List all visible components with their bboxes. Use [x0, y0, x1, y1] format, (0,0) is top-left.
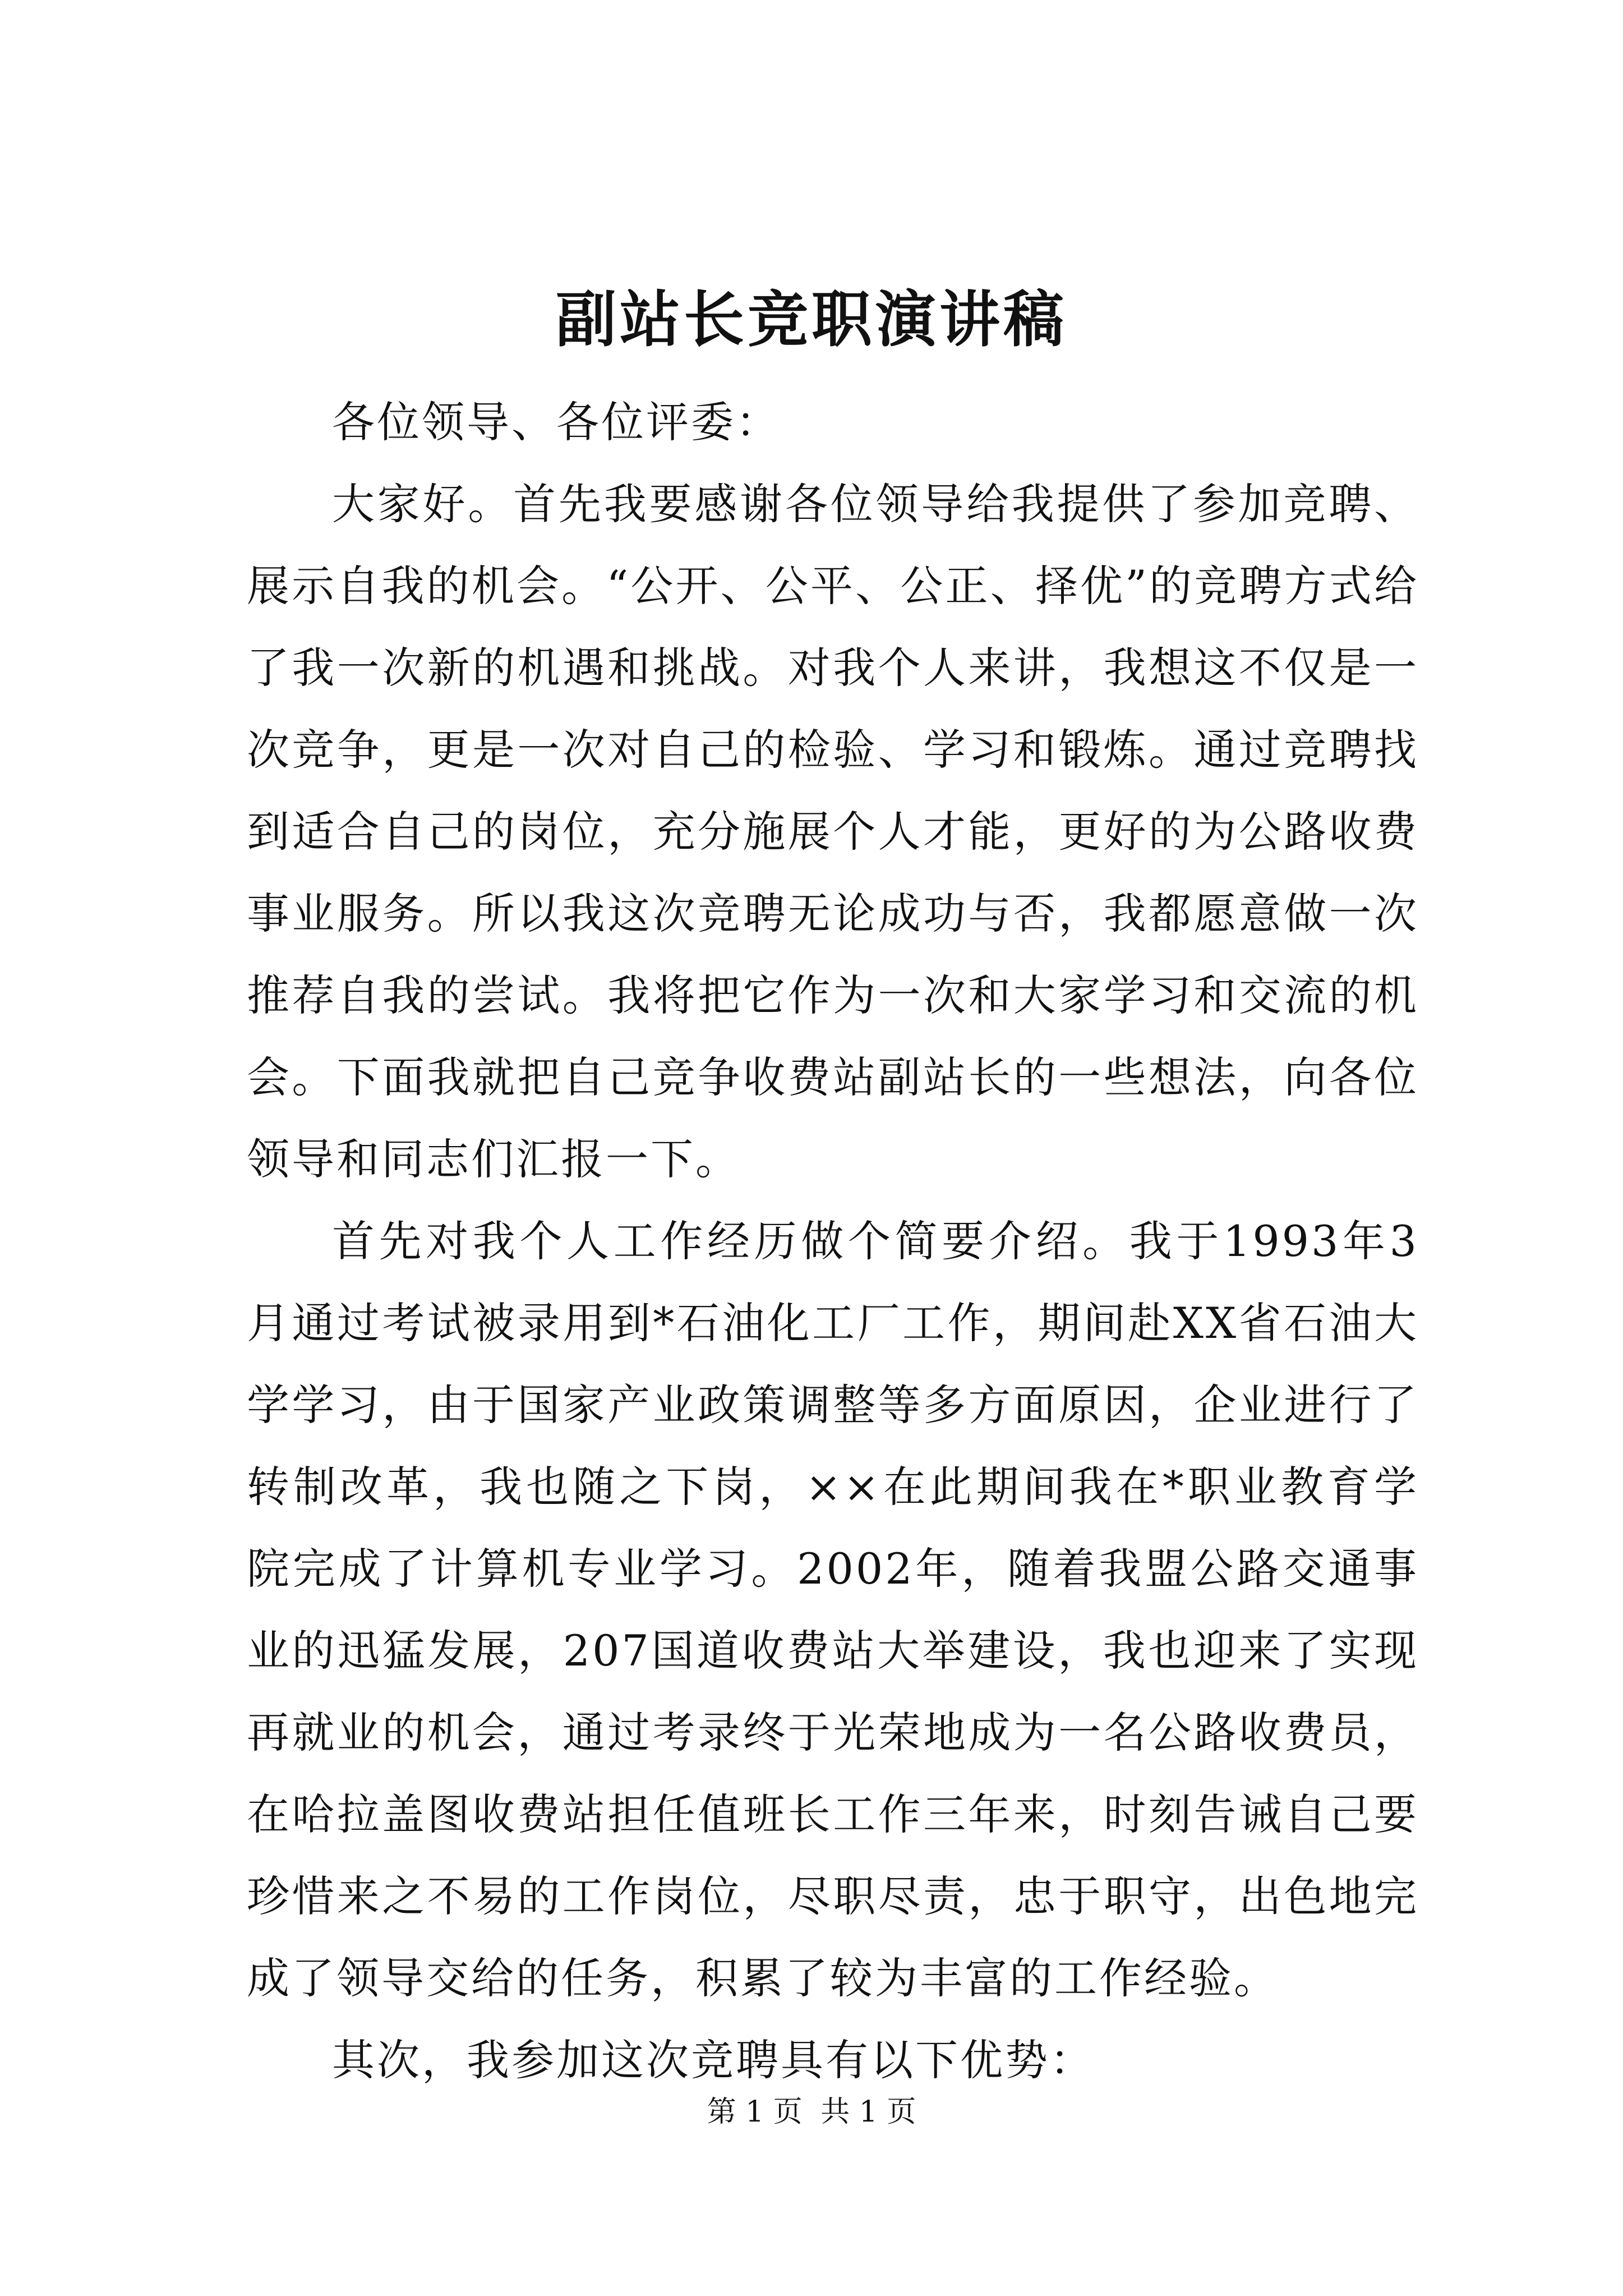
document-body: [247, 381, 1419, 2101]
salutation-paragraph: 各位领导、各位评委：: [332, 397, 781, 447]
experience-paragraph: 首先对我个人工作经历做个简要介绍。我于1993年3月通过考试被录用到*石油化工厂工作，期间赴XX省石油大学学习，由于国家产业政策调整等多方面原因，企业进行了转制改革，我也随之下岗，××在此期间我在*职业教育学院完成了计算机专业学习。2002年，随着我盟公路交通事业的迅猛发展，207国道收费站大举建设，我也迎来了实现再就业的机会，通过考录终于光荣地成为一名公路收费员，在哈拉盖图收费站担任值班长工作三年来，时刻告诫自己要珍惜来之不易的工作岗位，尽职尽责，忠于职守，出色地完成了领导交给的任务，积累了较为丰富的工作经验。: [247, 1216, 1419, 2003]
intro-paragraph: 大家好。首先我要感谢各位领导给我提供了参加竞聘、展示自我的机会。“公开、公平、公正、择优”的竞聘方式给了我一次新的机遇和挑战。对我个人来讲，我想这不仅是一次竞争，更是一次对自己的检验、学习和锻炼。通过竞聘找到适合自己的岗位，充分施展个人才能，更好的为公路收费事业服务。所以我这次竞聘无论成功与否，我都愿意做一次推荐自我的尝试。我将把它作为一次和大家学习和交流的机会。下面我就把自己竞争收费站副站长的一些想法，向各位领导和同志们汇报一下。: [247, 479, 1419, 1184]
document-title: 副站长竞职演讲稿: [555, 284, 1067, 355]
page-footer: [0, 2092, 1623, 2132]
advantages-paragraph: 其次，我参加这次竞聘具有以下优势：: [332, 2035, 1095, 2085]
page-number: 第 1 页: [707, 2095, 803, 2129]
page-total: 共 1 页: [820, 2095, 916, 2129]
